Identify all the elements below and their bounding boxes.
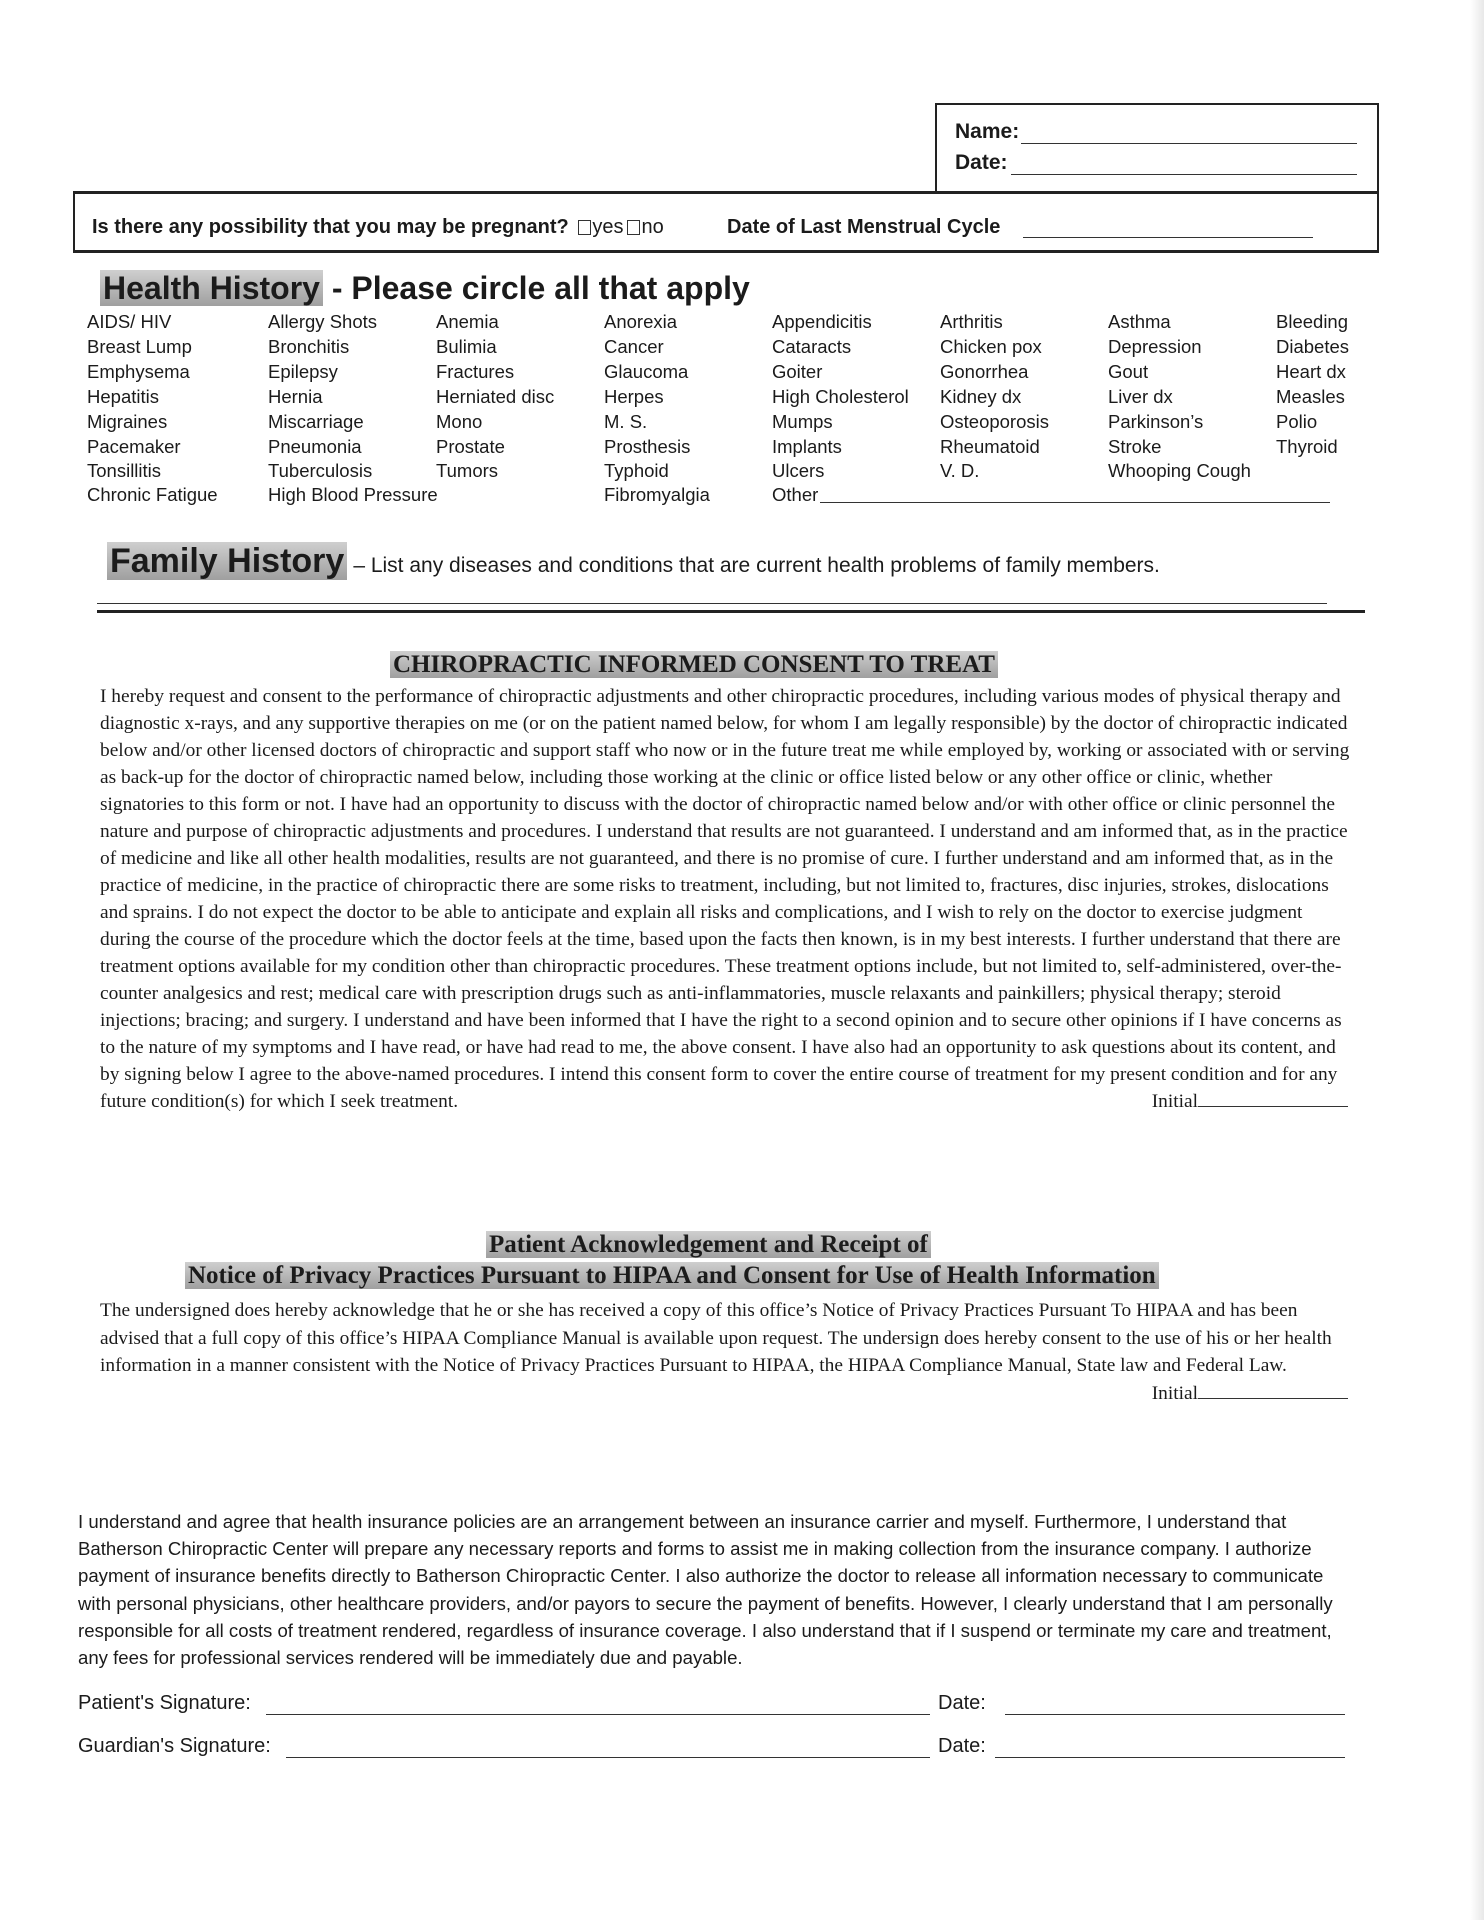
condition-item[interactable]: Bleeding bbox=[1276, 311, 1349, 332]
date-field[interactable] bbox=[1011, 174, 1357, 175]
health-history-heading bbox=[100, 270, 750, 307]
menstrual-date-field[interactable] bbox=[1023, 237, 1313, 238]
condition-item[interactable]: Pneumonia bbox=[268, 436, 362, 457]
condition-item[interactable]: Mumps bbox=[772, 411, 833, 432]
patient-signature-field[interactable] bbox=[266, 1714, 930, 1715]
hipaa-initial-label: Initial bbox=[1151, 1382, 1198, 1404]
hipaa-text: The undersigned does hereby acknowledge that he or she has received a copy of this office’s Notice of Privacy Practices Pursuant To HIPAA and has been advised that a full copy of this office’s HIPAA Compliance Manual is available upon request. The undersign does hereby consent to the use of his or her health information in a manner consistent with the Notice of Privacy Practices Pursuant to HIPAA, the HIPAA Compliance Manual, State law and Federal Law. bbox=[100, 1300, 1332, 1376]
condition-item[interactable]: Mono bbox=[436, 411, 483, 432]
guardian-signature-label: Guardian's Signature: bbox=[78, 1735, 271, 1757]
condition-item[interactable]: Migraines bbox=[87, 411, 168, 432]
condition-item[interactable]: Ulcers bbox=[772, 460, 825, 481]
no-checkbox[interactable] bbox=[627, 220, 640, 235]
condition-item[interactable]: High Blood Pressure bbox=[268, 484, 438, 505]
condition-item[interactable]: Chronic Fatigue bbox=[87, 484, 218, 505]
patient-date-label: Date: bbox=[938, 1692, 986, 1714]
condition-item[interactable]: Tuberculosis bbox=[268, 460, 373, 481]
hipaa-heading-line1 bbox=[486, 1231, 931, 1259]
condition-item[interactable]: Depression bbox=[1108, 336, 1202, 357]
yes-label: yes bbox=[592, 216, 624, 238]
condition-item[interactable]: Gout bbox=[1108, 361, 1149, 382]
name-label: Name: bbox=[955, 120, 1020, 143]
condition-item[interactable]: Allergy Shots bbox=[268, 311, 377, 332]
condition-item[interactable]: Hernia bbox=[268, 386, 323, 407]
condition-item[interactable]: V. D. bbox=[940, 460, 980, 481]
consent-heading-text: CHIROPRACTIC INFORMED CONSENT TO TREAT bbox=[390, 651, 998, 678]
family-history-title: Family History bbox=[107, 542, 347, 580]
hipaa-initial bbox=[1152, 1380, 1348, 1408]
consent-initial bbox=[1152, 1088, 1348, 1115]
hipaa-body bbox=[100, 1297, 1355, 1407]
condition-item[interactable]: Epilepsy bbox=[268, 361, 338, 382]
condition-item[interactable]: Chicken pox bbox=[940, 336, 1042, 357]
name-date-box bbox=[935, 103, 1379, 191]
condition-item[interactable]: Anorexia bbox=[604, 311, 678, 332]
condition-item[interactable]: Asthma bbox=[1108, 311, 1171, 332]
condition-item[interactable]: Prosthesis bbox=[604, 436, 691, 457]
patient-date-field[interactable] bbox=[1005, 1714, 1345, 1715]
condition-item[interactable]: Tonsillitis bbox=[87, 460, 162, 481]
guardian-date-field[interactable] bbox=[995, 1757, 1345, 1758]
scan-edge-shadow bbox=[1470, 0, 1484, 1920]
condition-item[interactable]: Fibromyalgia bbox=[604, 484, 710, 505]
hipaa-heading-line2 bbox=[185, 1262, 1159, 1290]
condition-item[interactable]: Emphysema bbox=[87, 361, 190, 382]
condition-item[interactable]: High Cholesterol bbox=[772, 386, 909, 407]
condition-item[interactable]: Cancer bbox=[604, 336, 664, 357]
patient-signature-label: Patient's Signature: bbox=[78, 1692, 251, 1714]
hipaa-heading-line2-text: Notice of Privacy Practices Pursuant to HIPAA and Consent for Use of Health Information bbox=[185, 1262, 1159, 1289]
name-field[interactable] bbox=[1021, 143, 1357, 144]
family-history-field[interactable] bbox=[97, 603, 1327, 604]
condition-item[interactable]: Arthritis bbox=[940, 311, 1003, 332]
condition-item[interactable]: Breast Lump bbox=[87, 336, 192, 357]
consent-heading bbox=[390, 651, 998, 679]
condition-item[interactable]: Appendicitis bbox=[772, 311, 872, 332]
condition-item[interactable]: Miscarriage bbox=[268, 411, 364, 432]
consent-text: I hereby request and consent to the performance of chiropractic adjustments and other chiropractic procedures, including various modes of physical therapy and diagnostic x-rays, and any supportive therapies on me (or on the patient named below, for whom I am legally responsible) by the doctor of chiropractic indicated below and/or other licensed doctors of chiropractic and support staff who now or in the future treat me while employed by, working or associated with or serving as back-up for the doctor of chiropractic named below, including those working at the clinic or office listed below or any other office or clinic, whether signatories to this form or not. I have had an opportunity to discuss with the doctor of chiropractic named below and/or with other office or clinic personnel the nature and purpose of chiropractic adjustments and procedures. I understand that results are not guaranteed. I understand and am informed that, as in the practice of medicine and like all other health modalities, results are not guaranteed, and there is no promise of cure. I further understand and am informed that, as in the practice of medicine, in the practice of chiropractic there are some risks to treatment, including, but not limited to, fractures, disc injuries, strokes, dislocations and sprains. I do not expect the doctor to be able to anticipate and explain all risks and complications, and I wish to rely on the doctor to exercise judgment during the course of the procedure which the doctor feels at the time, based upon the facts then known, is in my best interests. I further understand that there are treatment options available for my condition other than chiropractic procedures. These treatment options include, but not limited to, self-administered, over-the-counter analgesics and rest; medical care with prescription drugs such as anti-inflammatories, muscle relaxants and painkillers; physical therapy; steroid injections; bracing; and surgery. I understand and have been informed that I have the right to a second opinion and to secure other opinions if I have concerns as to the nature of my symptoms and I have read, or have had read to me, the above consent. I have also had an opportunity to ask questions about its content, and by signing below I agree to the above-named procedures. I intend this consent form to cover the entire course of treatment for my present condition and for any future condition(s) for which I seek treatment. bbox=[100, 686, 1350, 1112]
condition-item[interactable]: Rheumatoid bbox=[940, 436, 1040, 457]
family-history-description: – List any diseases and conditions that are current health problems of family members. bbox=[353, 554, 1160, 577]
condition-item[interactable]: Herniated disc bbox=[436, 386, 555, 407]
consent-initial-field[interactable] bbox=[1198, 1088, 1348, 1107]
pregnancy-question-row bbox=[92, 216, 664, 239]
consent-initial-label: Initial bbox=[1151, 1091, 1198, 1112]
condition-item[interactable]: Prostate bbox=[436, 436, 505, 457]
hipaa-heading-line1-text: Patient Acknowledgement and Receipt of bbox=[486, 1231, 931, 1258]
condition-item[interactable]: M. S. bbox=[604, 411, 648, 432]
condition-item[interactable]: Polio bbox=[1276, 411, 1318, 432]
condition-item[interactable]: Bronchitis bbox=[268, 336, 350, 357]
condition-item[interactable]: AIDS/ HIV bbox=[87, 311, 172, 332]
pregnancy-box bbox=[73, 191, 1379, 253]
menstrual-label: Date of Last Menstrual Cycle bbox=[727, 216, 1001, 238]
condition-item[interactable]: Liver dx bbox=[1108, 386, 1173, 407]
condition-item[interactable]: Kidney dx bbox=[940, 386, 1022, 407]
consent-body bbox=[100, 683, 1355, 1115]
date-label: Date: bbox=[955, 151, 1008, 174]
insurance-agreement: I understand and agree that health insurance policies are an arrangement between an insurance carrier and myself. Furthermore, I understand that Batherson Chiropractic Center will prepare any necessary reports and forms to assist me in making collection from the insurance company. I authorize payment of insurance benefits directly to Batherson Chiropractic Center. I also authorize the doctor to release all information necessary to communicate with personal physicians, other healthcare providers, and/or payors to secure the payment of benefits. However, I clearly understand that I am personally responsible for all costs of treatment rendered, regardless of insurance coverage. I also understand that if I suspend or terminate my care and treatment, any fees for professional services rendered will be immediately due and payable. bbox=[78, 1511, 1333, 1669]
condition-item[interactable]: Other bbox=[772, 484, 819, 505]
condition-item[interactable]: Heart dx bbox=[1276, 361, 1346, 382]
health-history-title: Health History bbox=[100, 270, 323, 306]
condition-item[interactable]: Hepatitis bbox=[87, 386, 159, 407]
condition-item[interactable]: Pacemaker bbox=[87, 436, 181, 457]
condition-item[interactable]: Osteoporosis bbox=[940, 411, 1049, 432]
condition-item[interactable]: Typhoid bbox=[604, 460, 669, 481]
condition-item[interactable]: Cataracts bbox=[772, 336, 852, 357]
section-divider bbox=[97, 610, 1365, 613]
condition-item[interactable]: Glaucoma bbox=[604, 361, 689, 382]
health-history-subtitle: - Please circle all that apply bbox=[322, 270, 750, 306]
yes-checkbox[interactable] bbox=[578, 220, 591, 235]
family-history-heading bbox=[107, 542, 1160, 581]
condition-item[interactable]: Tumors bbox=[436, 460, 499, 481]
condition-item[interactable]: Parkinson’s bbox=[1108, 411, 1204, 432]
condition-item[interactable]: Goiter bbox=[772, 361, 823, 382]
condition-item[interactable]: Anemia bbox=[436, 311, 499, 332]
condition-item[interactable]: Measles bbox=[1276, 386, 1345, 407]
condition-item[interactable]: Diabetes bbox=[1276, 336, 1350, 357]
condition-item[interactable]: Stroke bbox=[1108, 436, 1162, 457]
condition-item[interactable]: Bulimia bbox=[436, 336, 497, 357]
other-condition-field[interactable] bbox=[820, 502, 1330, 503]
pregnancy-question: Is there any possibility that you may be pregnant? bbox=[92, 216, 569, 238]
no-label: no bbox=[641, 216, 664, 238]
condition-item[interactable]: Fractures bbox=[436, 361, 515, 382]
condition-item[interactable]: Gonorrhea bbox=[940, 361, 1029, 382]
guardian-date-label: Date: bbox=[938, 1735, 986, 1757]
guardian-signature-field[interactable] bbox=[286, 1757, 930, 1758]
condition-item[interactable]: Implants bbox=[772, 436, 842, 457]
condition-item[interactable]: Thyroid bbox=[1276, 436, 1338, 457]
hipaa-initial-field[interactable] bbox=[1198, 1380, 1348, 1399]
condition-item[interactable]: Whooping Cough bbox=[1108, 460, 1251, 481]
condition-item[interactable]: Herpes bbox=[604, 386, 664, 407]
